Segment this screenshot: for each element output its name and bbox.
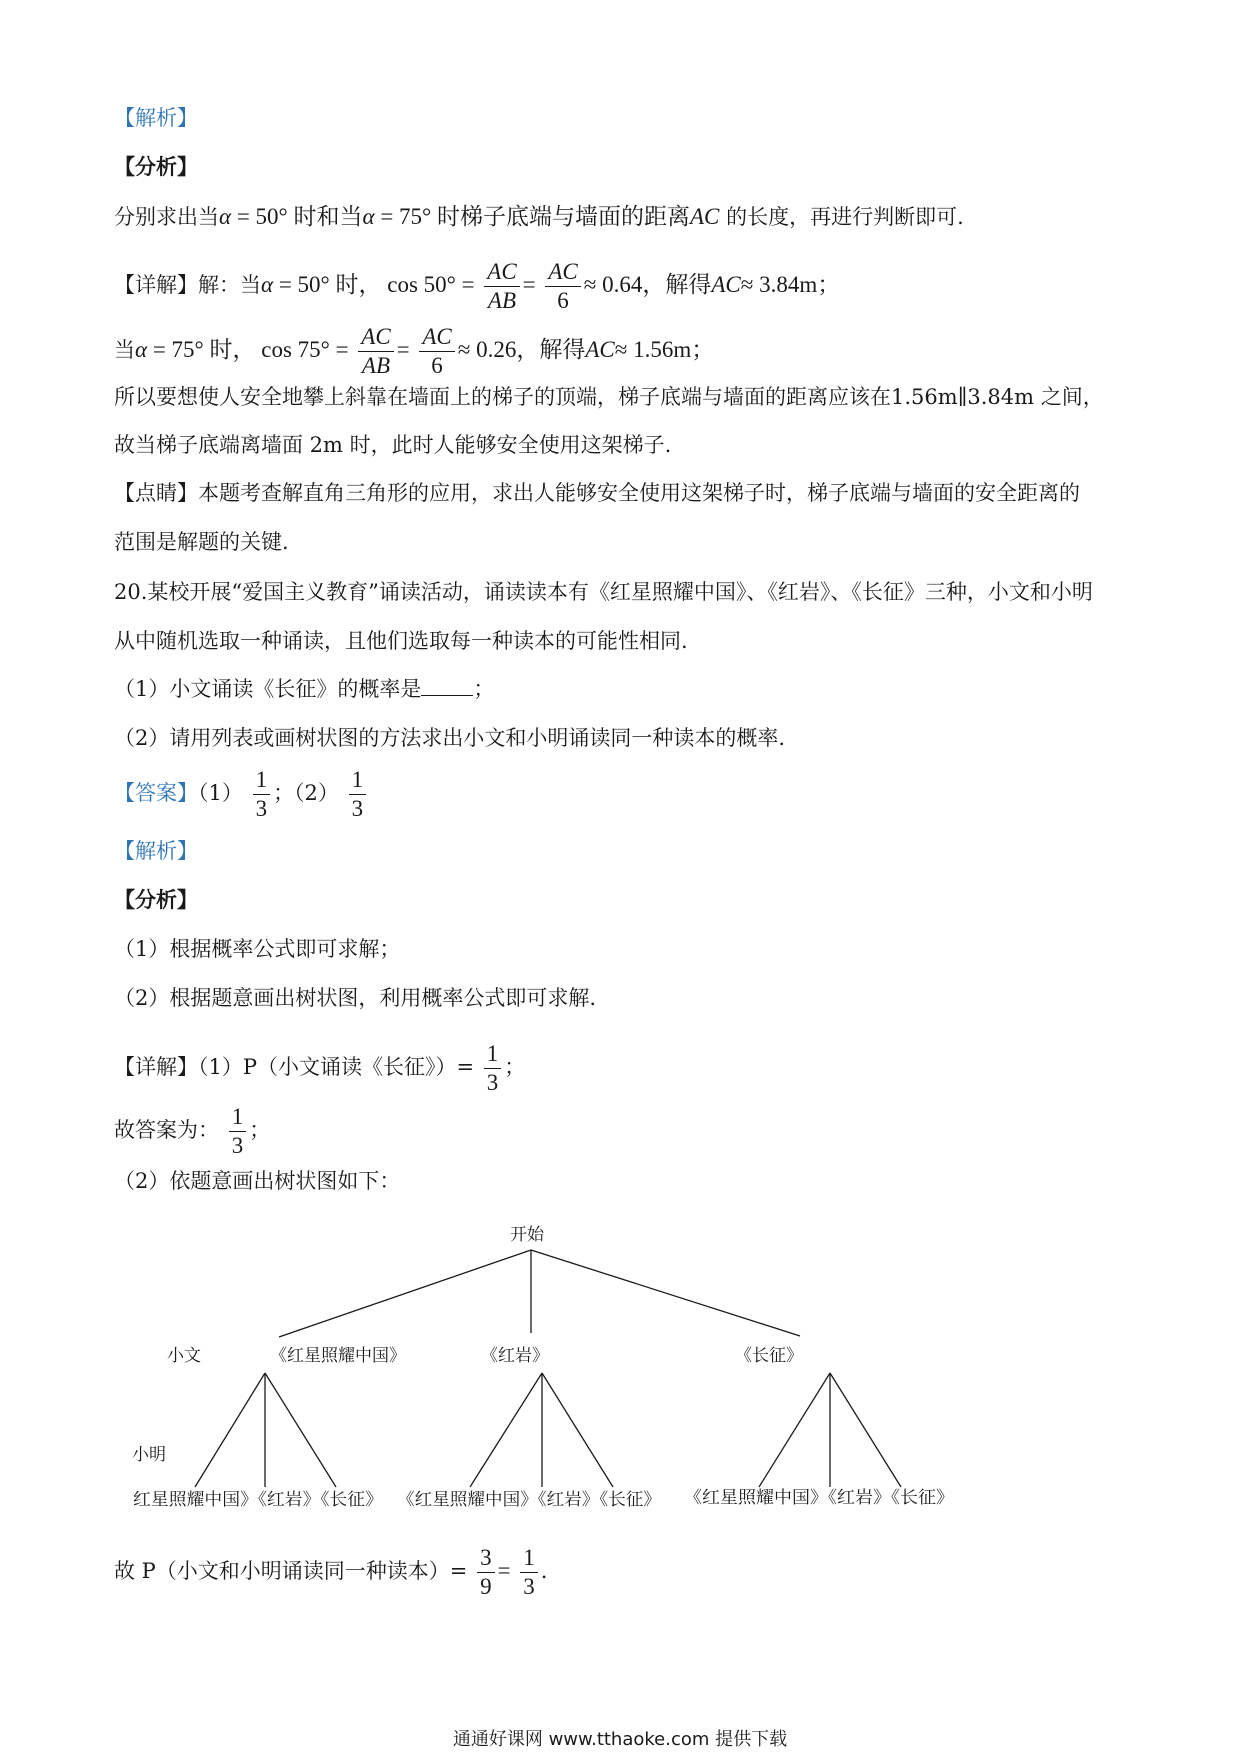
text-segment: ；	[249, 1118, 271, 1142]
question-20-part-2: （2）请用列表或画树状图的方法求出小文和小明诵读同一种读本的概率.	[114, 726, 786, 750]
alpha-symbol: α	[135, 337, 148, 362]
tree-node-level1: 《红星照耀中国》	[270, 1346, 406, 1366]
fraction-ac-6	[545, 258, 580, 315]
alpha-symbol: α	[219, 204, 232, 229]
conclusion-line-1: 所以要想使人安全地攀上斜靠在墙面上的梯子的顶端，梯子底端与墙面的距离应该在1.56m∥3.84m 之间，	[114, 385, 1104, 409]
tree-edge	[279, 1250, 531, 1337]
dianjing-line	[114, 478, 1080, 508]
numerator: 1	[349, 766, 367, 795]
denominator: 3	[486, 1070, 499, 1095]
text-segment: （1）P（小文诵读《长征》）=	[198, 1055, 475, 1079]
fraction-three-ninths	[477, 1544, 495, 1601]
fraction-one-third	[520, 1544, 538, 1601]
text-segment: （1）	[198, 781, 243, 805]
numerator: AC	[358, 323, 393, 352]
numerator: AC	[419, 323, 454, 352]
fraction-one-third	[253, 766, 271, 823]
ac-symbol: AC	[585, 337, 615, 362]
analysis-step-2: （2）根据题意画出树状图，利用概率公式即可求解.	[114, 986, 597, 1010]
tree-node-level2-group: 《红星照耀中国》《红岩》《长征》	[684, 1488, 954, 1508]
detail-tag: 【详解】	[114, 1055, 198, 1079]
tree-edge	[830, 1373, 901, 1487]
text-segment: = 75° 时， cos 75° =	[147, 337, 349, 362]
numerator: 3	[477, 1544, 495, 1573]
detail-part-1	[114, 1040, 525, 1097]
dianjing-line-2: 范围是解题的关键.	[114, 530, 289, 554]
question-20-stem-2: 从中随机选取一种诵读，且他们选取每一种读本的可能性相同.	[114, 629, 688, 653]
text-segment: = 50° 时， cos 50° =	[273, 272, 475, 297]
fraction-ac-6	[419, 323, 454, 380]
text-segment: = 50° 时和当	[231, 204, 363, 229]
fenxi-heading-1: 【分析】	[114, 154, 198, 179]
text-segment: ≈ 3.84m；	[740, 272, 841, 297]
denominator: 6	[557, 288, 569, 313]
denominator: AB	[361, 353, 391, 378]
ac-symbol: AC	[690, 204, 720, 229]
denominator: 3	[255, 796, 268, 821]
text-segment: ≈ 1.56m；	[614, 337, 715, 362]
tree-node-level1: 《长征》	[735, 1346, 803, 1366]
question-20-part-1	[114, 674, 494, 704]
conclusion-line-2: 故当梯子底端离墙面 2m 时，此时人能够安全使用这架梯子.	[114, 433, 672, 457]
denominator: 3	[231, 1133, 244, 1158]
text-segment: 的长度，再进行判断即可.	[719, 205, 964, 229]
denominator: 9	[480, 1574, 492, 1599]
text-segment: 故答案为：	[114, 1118, 219, 1142]
detail-part-2: （2）依题意画出树状图如下：	[114, 1169, 401, 1193]
tree-edge	[531, 1250, 800, 1336]
text-segment: = 75° 时梯子底端与墙面的距离	[374, 204, 690, 229]
text-segment: .	[540, 1559, 548, 1583]
final-probability-line	[114, 1544, 547, 1601]
page-footer: 通通好课网 www.tthaoke.com 提供下载	[452, 1729, 788, 1750]
numerator: AC	[484, 258, 519, 287]
tree-level1-row-label: 小文	[167, 1346, 201, 1366]
numerator: 1	[520, 1544, 538, 1573]
alpha-symbol: α	[261, 272, 274, 297]
answer-line	[114, 766, 369, 823]
fraction-ac-ab	[358, 323, 393, 380]
numerator: 1	[253, 766, 271, 795]
fraction-one-third	[484, 1040, 502, 1097]
text-segment: ；	[473, 677, 495, 701]
answer-statement	[114, 1103, 270, 1160]
text-segment: 解：当	[198, 273, 261, 297]
alpha-symbol: α	[362, 204, 375, 229]
fenxi-heading-2: 【分析】	[114, 887, 198, 912]
text-segment: ；	[504, 1055, 526, 1079]
tree-edge	[759, 1373, 830, 1487]
detail-solution-line-2	[114, 323, 714, 380]
answer-tag: 【答案】	[114, 781, 198, 805]
dianjing-tag: 【点睛】	[114, 481, 198, 505]
text-segment: 故 P（小文和小明诵读同一种读本）=	[114, 1559, 468, 1583]
fraction-one-third	[229, 1103, 247, 1160]
denominator: 6	[431, 353, 443, 378]
numerator: 1	[484, 1040, 502, 1069]
jiexi-heading-2: 【解析】	[114, 839, 198, 863]
equals-sign: =	[497, 1558, 511, 1583]
tree-edges	[195, 1250, 901, 1487]
tree-root-label: 开始	[510, 1225, 544, 1245]
denominator: 3	[351, 796, 364, 821]
tree-edge	[195, 1373, 265, 1487]
jiexi-heading-1: 【解析】	[114, 106, 198, 130]
tree-node-level2-group: 《红星照耀中国》《红岩》《长征》	[397, 1490, 661, 1510]
detail-tag: 【详解】	[114, 273, 198, 297]
question-20-stem-1: 20.某校开展“爱国主义教育”诵读活动，诵读读本有《红星照耀中国》、《红岩》、《长征》三种，小文和小明	[114, 580, 1093, 604]
denominator: 3	[523, 1574, 535, 1599]
analysis-paragraph-1	[114, 202, 964, 232]
tree-level2-row-label: 小明	[132, 1445, 166, 1465]
text-segment: 本题考查解直角三角形的应用，求出人能够安全使用这架梯子时，梯子底端与墙面的安全距离的	[198, 481, 1080, 505]
text-segment: （1）小文诵读《长征》的概率是	[114, 677, 422, 701]
tree-edge	[542, 1373, 613, 1487]
ac-symbol: AC	[711, 272, 741, 297]
text-segment: ≈ 0.64，解得	[583, 272, 712, 297]
tree-node-level2-group: 红星照耀中国》《红岩》《长征》	[133, 1490, 383, 1510]
tree-node-level1: 《红岩》	[481, 1346, 549, 1366]
numerator: 1	[229, 1103, 247, 1132]
fraction-one-third	[349, 766, 367, 823]
numerator: AC	[545, 258, 580, 287]
denominator: AB	[487, 288, 517, 313]
analysis-step-1: （1）根据概率公式即可求解；	[114, 937, 401, 961]
text-segment: ≈ 0.26，解得	[457, 337, 586, 362]
tree-diagram	[0, 1210, 1240, 1510]
detail-solution-line-1	[114, 258, 840, 315]
text-segment: 当	[114, 338, 135, 362]
tree-edge	[265, 1373, 336, 1487]
fraction-ac-ab	[484, 258, 519, 315]
text-segment: ；（2）	[273, 781, 339, 805]
text-segment: 分别求出当	[114, 205, 219, 229]
answer-blank	[421, 675, 473, 696]
equals-sign: =	[396, 337, 410, 362]
tree-edge	[470, 1373, 542, 1487]
equals-sign: =	[522, 272, 536, 297]
